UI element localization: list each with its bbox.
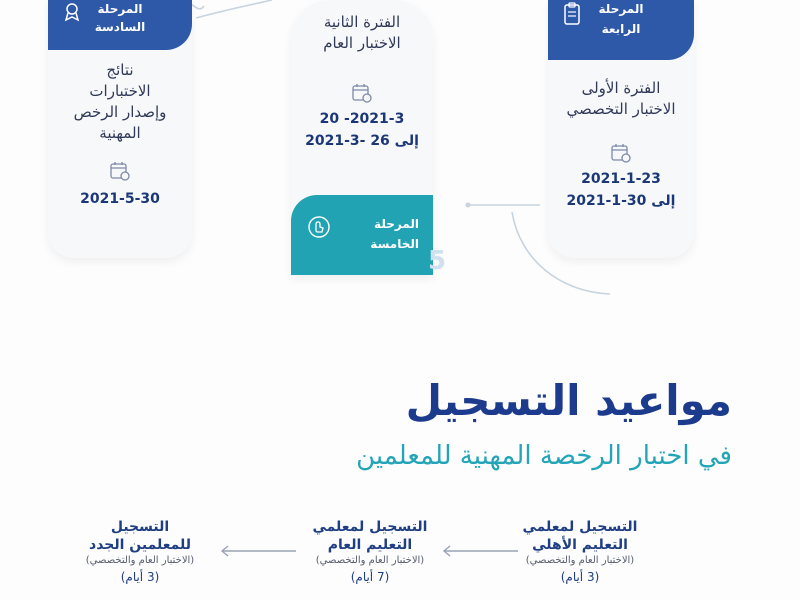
registration-scope: (الاختبار العام والتخصصي) [85, 555, 195, 566]
registration-duration: (7 أيام) [350, 570, 390, 584]
registration-line2: للمعلمين الجدد [89, 537, 191, 553]
stage-date: 2021-5-30 [80, 191, 160, 207]
registration-line2: التعليم الأهلي [532, 537, 628, 553]
registration-duration: (3 أيام) [560, 570, 600, 584]
stage-title-line: نتائج [106, 61, 134, 79]
calendar-icon [109, 160, 131, 182]
stage-name: السادسة [94, 20, 146, 34]
registration-line1: التسجيل لمعلمي [522, 519, 638, 535]
registration-line1: التسجيل [110, 519, 170, 535]
stage-date: إلى 30-1-2021 [566, 193, 676, 209]
stage-name: الرابعة [601, 22, 641, 36]
stage-date: 2021-3- 20 [319, 111, 405, 127]
stage-word: المرحلة [97, 2, 143, 16]
stage-word: المرحلة [598, 2, 644, 16]
registration-duration: (3 أيام) [120, 570, 160, 584]
connector-top-left [196, 0, 272, 18]
stage-title-line: وإصدار الرخص [73, 103, 167, 121]
stage-card-fifth [291, 0, 433, 275]
stage-title-line: الفترة الأولى [581, 79, 661, 97]
hand-pointer-icon [307, 215, 331, 239]
stage-title-line: الاختبار التخصصي [566, 100, 676, 118]
award-icon [62, 2, 82, 22]
stage-name: الخامسة [370, 237, 419, 251]
registration-line2: التعليم العام [327, 537, 413, 553]
stage-title-line: الاختبارات [89, 82, 151, 100]
stage-date: إلى 26 -3-2021 [305, 133, 419, 149]
clipboard-icon [562, 2, 582, 26]
registration-step-new [50, 518, 230, 586]
stage-header-fifth [291, 195, 433, 275]
page-subtitle: في اختبار الرخصة المهنية للمعلمين [356, 441, 732, 471]
calendar-icon [351, 82, 373, 104]
page-title: مواعيد التسجيل [405, 376, 732, 425]
stage-card-sixth [48, 0, 192, 258]
registration-step-private [490, 518, 670, 586]
registration-scope: (الاختبار العام والتخصصي) [315, 555, 425, 566]
connector-dot [466, 203, 471, 208]
registration-step-public [280, 518, 460, 586]
calendar-icon [610, 142, 632, 164]
stage-title-line: الاختبار العام [323, 34, 401, 52]
stage-header-fourth [548, 0, 694, 60]
stage-number: 5 [428, 246, 447, 276]
stage-word: المرحلة [374, 217, 419, 231]
registration-line1: التسجيل لمعلمي [312, 519, 428, 535]
stage-title-line: الفترة الثانية [323, 13, 401, 31]
stage-date: 2021-1-23 [581, 171, 661, 187]
registration-scope: (الاختبار العام والتخصصي) [525, 555, 635, 566]
stage-card-fourth [548, 0, 694, 258]
stage-header-sixth [48, 0, 192, 50]
stage-title-line: المهنية [99, 124, 141, 142]
